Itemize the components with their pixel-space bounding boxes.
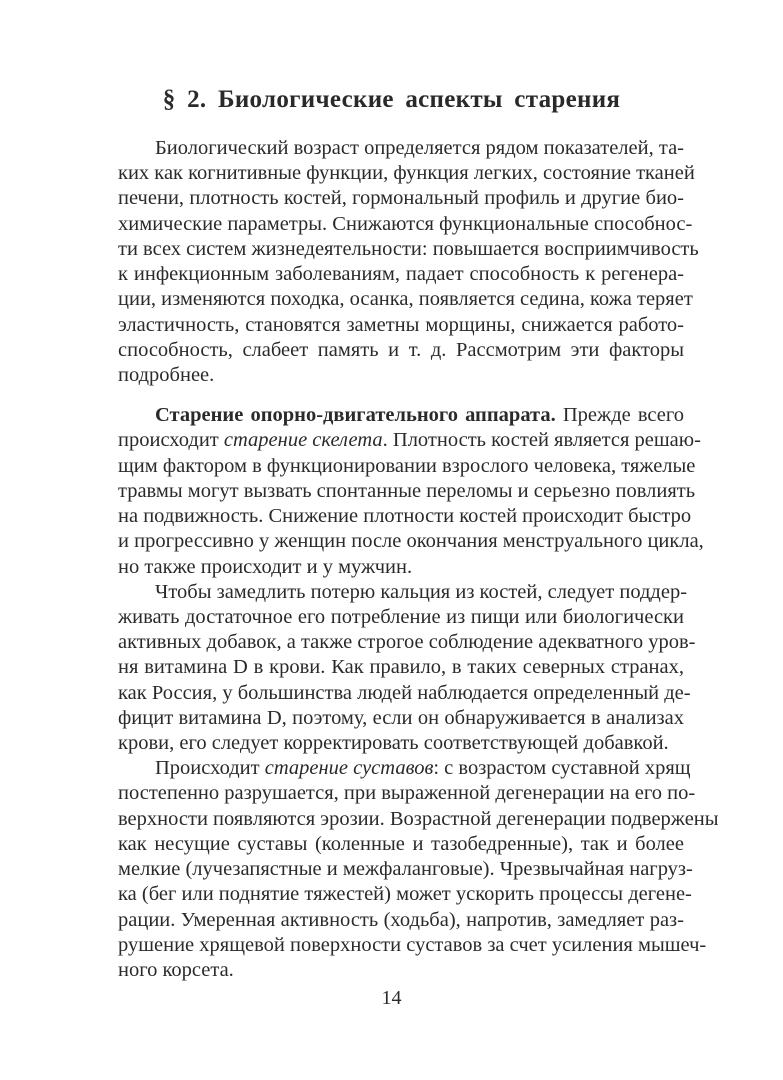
section-heading: § 2. Биологические аспекты старения <box>162 86 621 113</box>
subsection-title: Старение опорно-двигательного аппарата. <box>155 404 556 426</box>
paragraph-2-line-5: на подвижность. Снижение плотности костей происходит быстро <box>118 505 692 527</box>
italic-term-joints: старение суставов <box>264 757 434 779</box>
paragraph-2-line-4: травмы могут вызвать спонтанные переломы и серьезно повлиять <box>118 480 696 502</box>
paragraph-2-line-3: щим фактором в функционировании взрослого человека, тяжелые <box>118 455 696 477</box>
paragraph-3-line-4: ня витамина D в крови. Как правило, в таких северных странах, <box>118 656 684 678</box>
paragraph-3-line-2: живать достаточное его потребление из пищи или биологически <box>118 606 684 628</box>
paragraph-2-line-6: и прогрессивно у женщин после окончания менструального цикла, <box>118 530 704 552</box>
paragraph-3-line-7: крови, его следует корректировать соответствующей добавкой. <box>118 732 669 754</box>
paragraph-4-line-8: рушение хрящевой поверхности суставов за счет усиления мышеч- <box>118 934 707 956</box>
paragraph-2-line-1: Старение опорно-двигательного аппарата. Прежде всего <box>155 404 684 426</box>
italic-term-skeleton: старение скелета <box>223 429 383 451</box>
paragraph-1-line-4: химические параметры. Снижаются функциональные способнос- <box>118 213 693 235</box>
paragraph-4-line-9: ного корсета. <box>118 959 234 981</box>
paragraph-3-line-1: Чтобы замедлить потерю кальция из костей, следует поддер- <box>155 581 688 603</box>
paragraph-2-line-2: происходит старение скелета. Плотность костей является решаю- <box>118 429 701 451</box>
paragraph-3-line-6: фицит витамина D, поэтому, если он обнаруживается в анализах <box>118 707 684 729</box>
paragraph-4-line-2: постепенно разрушается, при выраженной дегенерации на его по- <box>118 782 696 804</box>
paragraph-4-line-5: мелкие (лучезапястные и межфаланговые). Чрезвычайная нагруз- <box>118 858 693 880</box>
paragraph-1-line-8: эластичность, становятся заметны морщины, снижается работо- <box>118 314 684 336</box>
paragraph-4-line-4: как несущие суставы (коленные и тазобедренные), так и более <box>118 833 684 855</box>
paragraph-4-line-7: рации. Умеренная активность (ходьба), напротив, замедляет раз- <box>118 909 684 931</box>
paragraph-4-line-6: ка (бег или поднятие тяжестей) может ускорить процессы дегене- <box>118 883 692 905</box>
paragraph-4-line-1: Происходит старение суставов: с возрастом суставной хрящ <box>155 757 691 779</box>
paragraph-1-line-6: к инфекционным заболеваниям, падает способность к регенера- <box>118 263 684 285</box>
paragraph-1-line-3: печени, плотность костей, гормональный профиль и другие био- <box>118 187 684 209</box>
page-number: 14 <box>381 987 402 1009</box>
paragraph-1-line-5: ти всех систем жизнедеятельности: повышается восприимчивость <box>118 238 699 260</box>
paragraph-1-line-2: ких как когнитивные функции, функция легких, состояние тканей <box>118 162 695 184</box>
paragraph-2-line-7: но также происходит и у мужчин. <box>118 556 413 578</box>
paragraph-3-line-3: активных добавок, а также строгое соблюдение адекватного уров- <box>118 631 696 653</box>
paragraph-1-line-7: ции, изменяются походка, осанка, появляется седина, кожа теряет <box>118 288 693 310</box>
paragraph-1-line-10: подробнее. <box>118 364 215 386</box>
paragraph-1-line-1: Биологический возраст определяется рядом показателей, та- <box>155 137 684 159</box>
paragraph-4-line-3: верхности появляются эрозии. Возрастной дегенерации подвержены <box>118 808 719 830</box>
paragraph-3-line-5: как Россия, у большинства людей наблюдается определенный де- <box>118 682 691 704</box>
paragraph-1-line-9: способность, слабеет память и т. д. Рассмотрим эти факторы <box>118 339 684 361</box>
